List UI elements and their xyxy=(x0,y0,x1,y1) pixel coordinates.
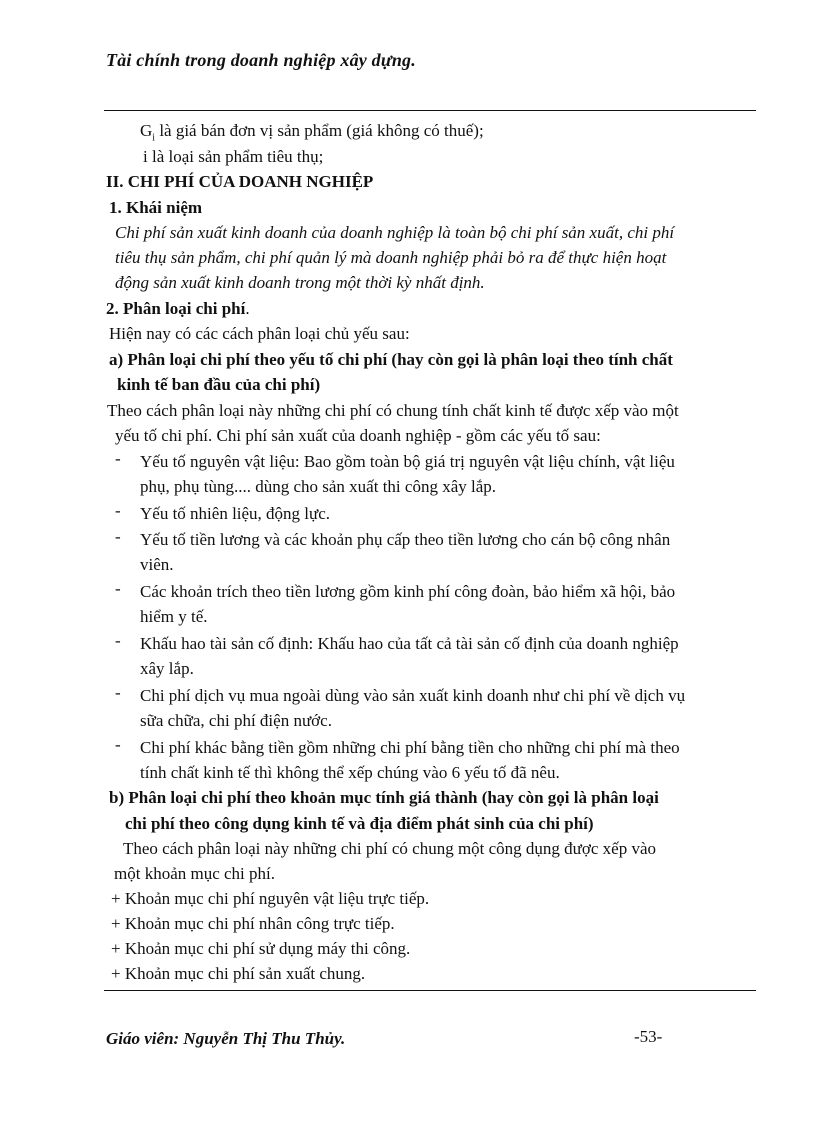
page-number: -53- xyxy=(634,1027,663,1046)
plus-item: + Khoản mục chi phí sử dụng máy thi công. xyxy=(111,939,411,958)
bullet-line: Khấu hao tài sản cố định: Khấu hao của tất cả tài sản cố định của doanh nghiệp xyxy=(140,634,679,653)
bullet-line: Yếu tố nhiên liệu, động lực. xyxy=(140,504,331,523)
khai-niem-line: Chi phí sản xuất kinh doanh của doanh nghiệp là toàn bộ chi phí sản xuất, chi phí xyxy=(115,223,675,242)
plus-item: + Khoản mục chi phí sản xuất chung. xyxy=(111,964,366,983)
bullet-marker: - xyxy=(115,527,121,546)
running-header: Tài chính trong doanh nghiệp xây dựng. xyxy=(106,50,416,70)
g-text: là giá bán đơn vị sản phẩm (giá không có thuế); xyxy=(155,121,484,140)
bullet-marker: - xyxy=(115,683,121,702)
bullet-line: phụ, phụ tùng.... dùng cho sản xuất thi công xây lắp. xyxy=(140,477,497,496)
plus-item: + Khoản mục chi phí nguyên vật liệu trực tiếp. xyxy=(111,889,430,908)
b-text-line: Theo cách phân loại này những chi phí có chung một công dụng được xếp vào xyxy=(123,839,657,858)
phan-loai-heading: 2. Phân loại chi phí. xyxy=(106,299,250,318)
a-text-line: yếu tố chi phí. Chi phí sản xuất của doanh nghiệp - gồm các yếu tố sau: xyxy=(115,426,601,445)
khai-niem-heading: 1. Khái niệm xyxy=(109,198,203,217)
phan-loai-intro: Hiện nay có các cách phân loại chủ yếu sau: xyxy=(109,324,410,343)
a-heading-line: a) Phân loại chi phí theo yếu tố chi phí (hay còn gọi là phân loại theo tính chất xyxy=(109,350,673,369)
bullet-line: Yếu tố nguyên vật liệu: Bao gồm toàn bộ giá trị nguyên vật liệu chính, vật liệu xyxy=(140,452,675,471)
khai-niem-line: động sản xuất kinh doanh trong một thời kỳ nhất định. xyxy=(115,273,485,292)
bullet-line: Yếu tố tiền lương và các khoản phụ cấp theo tiền lương cho cán bộ công nhân xyxy=(140,530,671,549)
g-symbol: G xyxy=(140,121,153,140)
header-rule xyxy=(104,110,756,111)
bullet-marker: - xyxy=(115,631,121,650)
bullet-line: Các khoản trích theo tiền lương gồm kinh phí công đoàn, bảo hiểm xã hội, bảo xyxy=(140,582,676,601)
b-heading-line: chi phí theo công dụng kinh tế và địa điểm phát sinh của chi phí) xyxy=(125,814,594,833)
bullet-line: hiểm y tế. xyxy=(140,607,208,626)
bullet-line: tính chất kinh tế thì không thể xếp chúng vào 6 yếu tố đã nêu. xyxy=(140,763,560,782)
bullet-marker: - xyxy=(115,735,121,754)
bullet-marker: - xyxy=(115,449,121,468)
g-subscript: i xyxy=(152,132,156,144)
intro-gi-line xyxy=(140,120,484,149)
bullet-marker: - xyxy=(115,579,121,598)
b-text-line: một khoản mục chi phí. xyxy=(114,864,276,883)
bullet-line: xây lắp. xyxy=(140,659,194,678)
bullet-marker: - xyxy=(115,501,121,520)
footer-rule xyxy=(104,990,756,991)
bullet-line: sữa chữa, chi phí điện nước. xyxy=(140,711,332,730)
b-heading-line: b) Phân loại chi phí theo khoản mục tính giá thành (hay còn gọi là phân loại xyxy=(109,788,659,807)
plus-item: + Khoản mục chi phí nhân công trực tiếp. xyxy=(111,914,395,933)
bullet-line: viên. xyxy=(140,555,174,574)
section-heading: II. CHI PHÍ CỦA DOANH NGHIỆP xyxy=(106,172,374,191)
a-heading-line: kinh tế ban đầu của chi phí) xyxy=(117,375,321,394)
bullet-line: Chi phí khác bằng tiền gồm những chi phí bằng tiền cho những chi phí mà theo xyxy=(140,738,680,757)
a-text-line: Theo cách phân loại này những chi phí có chung tính chất kinh tế được xếp vào một xyxy=(107,401,679,420)
teacher-name: Giáo viên: Nguyễn Thị Thu Thủy. xyxy=(106,1029,346,1048)
intro-i-line: i là loại sản phẩm tiêu thụ; xyxy=(143,147,324,166)
khai-niem-line: tiêu thụ sản phẩm, chi phí quản lý mà doanh nghiệp phải bỏ ra để thực hiện hoạt xyxy=(115,248,667,267)
bullet-line: Chi phí dịch vụ mua ngoài dùng vào sản xuất kinh doanh như chi phí về dịch vụ xyxy=(140,686,686,705)
